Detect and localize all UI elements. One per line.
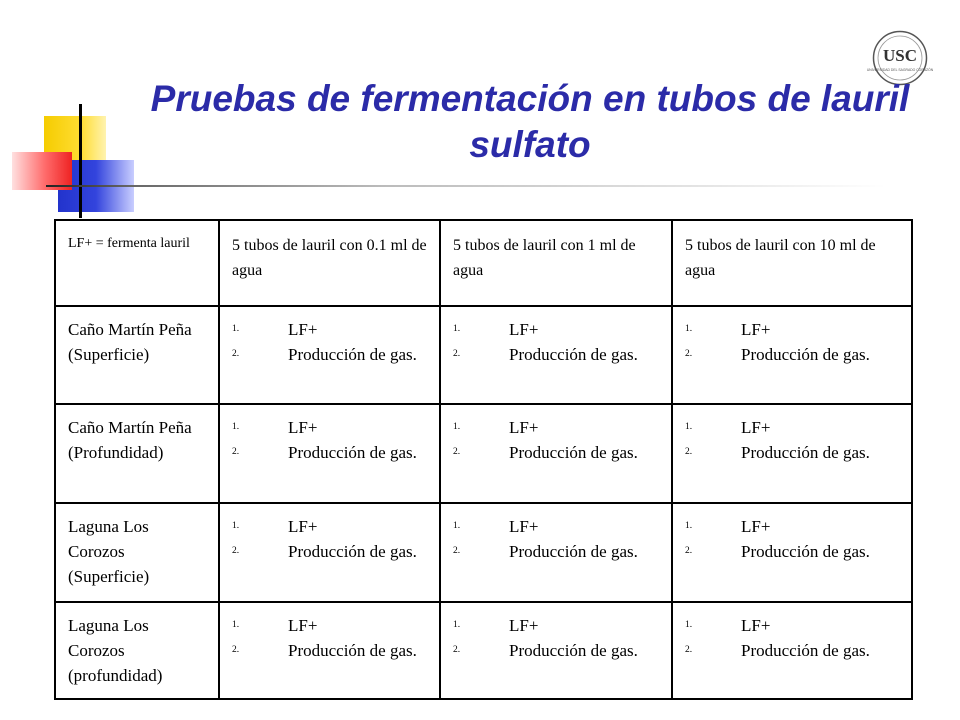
site-cell: Caño Martín Peña (Superficie) bbox=[55, 306, 219, 404]
result-list bbox=[685, 415, 901, 465]
item-text: Producción de gas. bbox=[288, 345, 417, 364]
result-cell bbox=[219, 503, 440, 602]
item-number: 1. bbox=[232, 422, 240, 432]
list-item bbox=[685, 342, 901, 367]
header-cell-legend: LF+ = fermenta lauril bbox=[55, 220, 219, 306]
site-cell: Caño Martín Peña (Profundidad) bbox=[55, 404, 219, 503]
result-cell bbox=[219, 306, 440, 404]
header-cell-1ml: 5 tubos de lauril con 1 ml de agua bbox=[440, 220, 672, 306]
item-text: LF+ bbox=[741, 418, 771, 437]
item-number: 1. bbox=[685, 620, 693, 630]
item-number: 2. bbox=[685, 645, 693, 655]
item-number: 2. bbox=[685, 546, 693, 556]
item-text: LF+ bbox=[509, 616, 539, 635]
site-cell: Laguna Los Corozos (profundidad) bbox=[55, 602, 219, 699]
item-number: 1. bbox=[232, 620, 240, 630]
list-item bbox=[232, 342, 429, 367]
item-number: 1. bbox=[453, 422, 461, 432]
page-title: Pruebas de fermentación en tubos de lauril sulfato bbox=[150, 78, 910, 165]
list-item bbox=[232, 317, 429, 342]
result-list bbox=[453, 317, 661, 367]
list-item bbox=[232, 638, 429, 663]
table-header-row bbox=[55, 220, 912, 306]
results-table bbox=[54, 219, 913, 700]
item-number: 2. bbox=[453, 645, 461, 655]
item-number: 1. bbox=[453, 521, 461, 531]
result-list bbox=[232, 317, 429, 367]
item-number: 2. bbox=[232, 447, 240, 457]
result-list bbox=[453, 613, 661, 663]
item-text: Producción de gas. bbox=[509, 345, 638, 364]
result-list bbox=[232, 613, 429, 663]
result-cell bbox=[219, 404, 440, 503]
list-item bbox=[685, 440, 901, 465]
list-item bbox=[453, 440, 661, 465]
item-number: 1. bbox=[232, 324, 240, 334]
horizontal-rule-decoration bbox=[46, 185, 886, 187]
item-text: Producción de gas. bbox=[288, 542, 417, 561]
result-list bbox=[453, 514, 661, 564]
item-text: LF+ bbox=[509, 320, 539, 339]
item-text: Producción de gas. bbox=[741, 345, 870, 364]
item-text: Producción de gas. bbox=[741, 542, 870, 561]
item-text: Producción de gas. bbox=[288, 443, 417, 462]
item-number: 1. bbox=[685, 324, 693, 334]
list-item bbox=[685, 415, 901, 440]
list-item bbox=[232, 440, 429, 465]
list-item bbox=[453, 514, 661, 539]
item-text: LF+ bbox=[288, 320, 318, 339]
item-number: 2. bbox=[453, 546, 461, 556]
item-number: 2. bbox=[453, 447, 461, 457]
list-item bbox=[685, 638, 901, 663]
list-item bbox=[453, 415, 661, 440]
item-number: 1. bbox=[685, 422, 693, 432]
result-list bbox=[685, 514, 901, 564]
result-cell bbox=[219, 602, 440, 699]
item-number: 2. bbox=[453, 349, 461, 359]
logo-text: USC bbox=[882, 46, 918, 65]
item-text: Producción de gas. bbox=[288, 641, 417, 660]
result-list bbox=[685, 317, 901, 367]
item-text: LF+ bbox=[288, 418, 318, 437]
result-list bbox=[232, 514, 429, 564]
result-list bbox=[232, 415, 429, 465]
result-list bbox=[685, 613, 901, 663]
list-item bbox=[453, 317, 661, 342]
item-number: 2. bbox=[685, 447, 693, 457]
item-number: 2. bbox=[232, 546, 240, 556]
item-text: Producción de gas. bbox=[509, 641, 638, 660]
item-number: 2. bbox=[232, 645, 240, 655]
header-cell-0-1ml: 5 tubos de lauril con 0.1 ml de agua bbox=[219, 220, 440, 306]
item-text: LF+ bbox=[288, 616, 318, 635]
item-number: 1. bbox=[685, 521, 693, 531]
list-item bbox=[685, 514, 901, 539]
header-cell-10ml: 5 tubos de lauril con 10 ml de agua bbox=[672, 220, 912, 306]
item-number: 1. bbox=[453, 620, 461, 630]
item-text: Producción de gas. bbox=[509, 443, 638, 462]
table-row bbox=[55, 602, 912, 699]
result-cell bbox=[440, 306, 672, 404]
result-cell bbox=[672, 306, 912, 404]
item-number: 2. bbox=[685, 349, 693, 359]
list-item bbox=[685, 317, 901, 342]
result-cell bbox=[440, 503, 672, 602]
item-text: Producción de gas. bbox=[509, 542, 638, 561]
item-number: 2. bbox=[232, 349, 240, 359]
result-cell bbox=[440, 602, 672, 699]
result-cell bbox=[672, 404, 912, 503]
site-cell: Laguna Los Corozos (Superficie) bbox=[55, 503, 219, 602]
table-row bbox=[55, 306, 912, 404]
list-item bbox=[232, 415, 429, 440]
item-text: Producción de gas. bbox=[741, 641, 870, 660]
list-item bbox=[232, 539, 429, 564]
item-text: LF+ bbox=[509, 418, 539, 437]
list-item bbox=[232, 613, 429, 638]
result-list bbox=[453, 415, 661, 465]
item-number: 1. bbox=[453, 324, 461, 334]
list-item bbox=[453, 342, 661, 367]
logo-subtext: UNIVERSIDAD DEL SAGRADO CORAZÓN bbox=[866, 68, 934, 72]
list-item bbox=[685, 539, 901, 564]
item-text: LF+ bbox=[741, 517, 771, 536]
result-cell bbox=[672, 503, 912, 602]
result-cell bbox=[672, 602, 912, 699]
vertical-rule-decoration bbox=[79, 104, 82, 218]
item-number: 1. bbox=[232, 521, 240, 531]
item-text: LF+ bbox=[741, 616, 771, 635]
item-text: Producción de gas. bbox=[741, 443, 870, 462]
list-item bbox=[453, 638, 661, 663]
list-item bbox=[453, 613, 661, 638]
result-cell bbox=[440, 404, 672, 503]
table-row bbox=[55, 503, 912, 602]
list-item bbox=[685, 613, 901, 638]
table-row bbox=[55, 404, 912, 503]
item-text: LF+ bbox=[741, 320, 771, 339]
item-text: LF+ bbox=[288, 517, 318, 536]
list-item bbox=[453, 539, 661, 564]
list-item bbox=[232, 514, 429, 539]
item-text: LF+ bbox=[509, 517, 539, 536]
